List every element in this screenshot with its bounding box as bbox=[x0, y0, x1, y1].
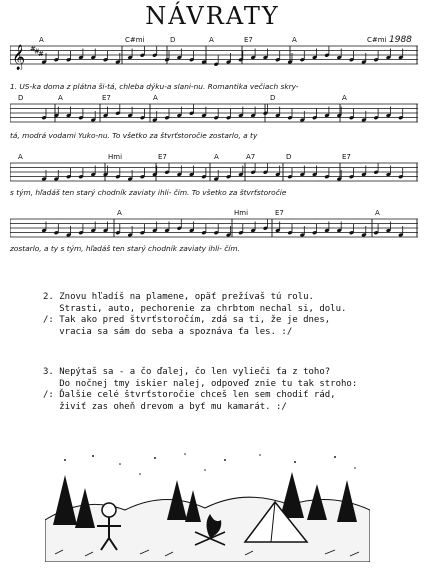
chord-label: D bbox=[170, 36, 176, 44]
chord-label: Hmi bbox=[108, 153, 123, 161]
chord-label: A bbox=[153, 94, 158, 102]
key-signature-sharp: # bbox=[38, 50, 44, 58]
lyric-line: zostarlo, a ty s tým, hľadáš ten starý chodník zaviaty ihli- čím. bbox=[10, 244, 240, 253]
key-signature-sharp: # bbox=[30, 45, 36, 53]
lyric-line: tá, modrá vodami Yuko-nu. To všetko za štvrťstoročie zostarlo, a ty bbox=[10, 131, 258, 140]
staff bbox=[10, 96, 418, 128]
lyric-line: 1. US-ka doma z plátna ši-tá, chleba dýku-a slani-nu. Romantika večiach skry- bbox=[10, 82, 299, 91]
chord-label: C#mi bbox=[125, 36, 145, 44]
campfire-tent-forest-drawing bbox=[45, 450, 370, 562]
chord-label: E7 bbox=[275, 209, 284, 217]
chord-label: A bbox=[342, 94, 347, 102]
chord-label: A bbox=[117, 209, 122, 217]
key-signature-sharp: # bbox=[34, 47, 40, 56]
verse-2 bbox=[43, 292, 346, 338]
chord-label: E7 bbox=[158, 153, 167, 161]
lyric-line: s tým, hľadáš ten starý chodník zaviaty ihli- čím. To všetko za štvrťstoročie bbox=[10, 188, 287, 197]
verse-line: /: Ďalšie celé štvrťstoročie chceš len sem chodiť rád, bbox=[43, 390, 336, 400]
song-year: 1988 bbox=[389, 35, 412, 45]
verse-line: 3. Nepýtaš sa - a čo ďalej, čo len vylieči ťa z toho? bbox=[43, 367, 331, 377]
verse-line: živiť zas oheň drevom a byť mu kamarát. :/ bbox=[43, 401, 287, 412]
verse-line: 2. Znovu hľadíš na plamene, opäť prežívaš tú rolu. bbox=[43, 292, 314, 302]
verse-line: Do nočnej tmy iskier nalej, odpoveď znie tu tak stroho: bbox=[43, 378, 358, 389]
chord-label: A bbox=[292, 36, 297, 44]
song-title: NÁVRATY bbox=[145, 2, 280, 30]
chord-label: E7 bbox=[102, 94, 111, 102]
chord-label: A bbox=[214, 153, 219, 161]
chord-label: D bbox=[18, 94, 24, 102]
chord-label: C#mi bbox=[367, 36, 387, 44]
verse-3 bbox=[43, 367, 357, 413]
chord-label: Hmi bbox=[234, 209, 249, 217]
staff bbox=[10, 211, 418, 243]
chord-label: A bbox=[209, 36, 214, 44]
verse-line: vracia sa sám do seba a spoznáva ťa les. :/ bbox=[43, 326, 293, 337]
chord-label: E7 bbox=[342, 153, 351, 161]
chord-label: E7 bbox=[244, 36, 253, 44]
chord-label: D bbox=[286, 153, 292, 161]
chord-label: A bbox=[58, 94, 63, 102]
staff bbox=[10, 38, 418, 70]
chord-label: A7 bbox=[246, 153, 256, 161]
verse-line: /: Tak ako pred štvrťstoročím, zdá sa ti, že je dnes, bbox=[43, 315, 331, 325]
chord-label: A bbox=[375, 209, 380, 217]
chord-label: A bbox=[39, 36, 44, 44]
verse-line: Strasti, auto, pechorenie za chrbtom nechal si, dolu. bbox=[43, 303, 347, 314]
treble-clef-icon: 𝄞 bbox=[12, 45, 26, 70]
chord-label: A bbox=[18, 153, 23, 161]
chord-label: D bbox=[270, 94, 276, 102]
